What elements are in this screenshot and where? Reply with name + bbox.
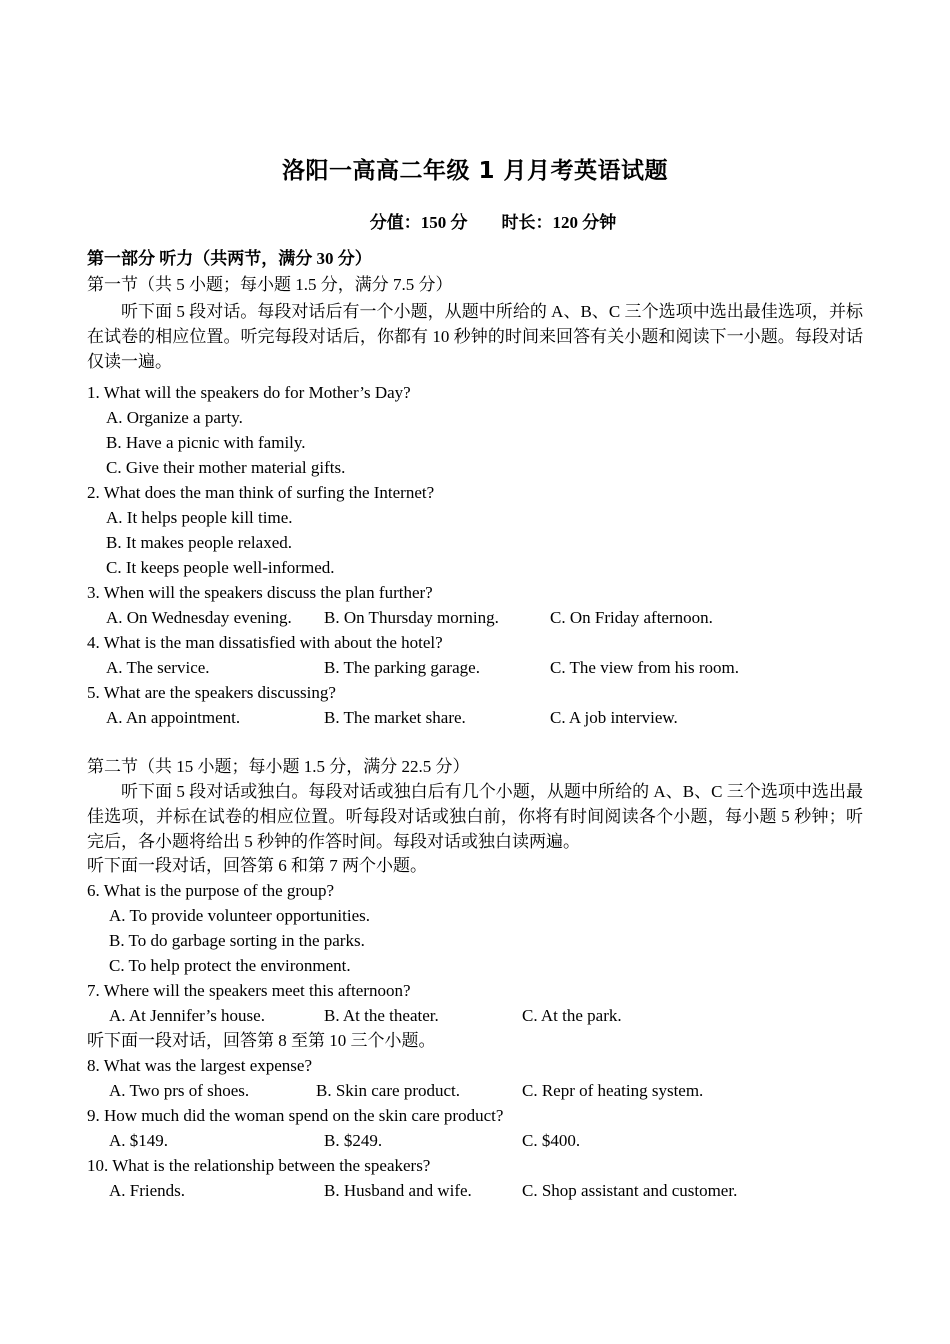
option-7a: A. At Jennifer’s house. (109, 1006, 265, 1025)
option-6c: C. To help protect the environment. (109, 956, 351, 975)
question-7: 7. Where will the speakers meet this afternoon? (87, 981, 411, 1000)
score-time-info: 分值：150 分 时长：120 分钟 (369, 213, 617, 232)
question-10: 10. What is the relationship between the speakers? (87, 1156, 431, 1175)
option-5c: C. A job interview. (550, 708, 678, 727)
question-8: 8. What was the largest expense? (87, 1056, 313, 1075)
section2-heading: 第二节（共 15 小题；每小题 1.5 分，满分 22.5 分） (87, 757, 470, 776)
option-8b: B. Skin care product. (316, 1081, 460, 1100)
option-9c: C. $400. (522, 1131, 581, 1150)
option-4a: A. The service. (106, 658, 210, 677)
page-title: 洛阳一高高二年级 1 月月考英语试题 (281, 158, 669, 184)
question-3: 3. When will the speakers discuss the plan further? (87, 583, 433, 602)
option-9a: A. $149. (109, 1131, 169, 1150)
option-7c: C. At the park. (522, 1006, 622, 1025)
option-1a: A. Organize a party. (106, 408, 243, 427)
option-4b: B. The parking garage. (324, 658, 480, 677)
option-3a: A. On Wednesday evening. (106, 608, 292, 627)
option-7b: B. At the theater. (324, 1006, 439, 1025)
question-6: 6. What is the purpose of the group? (87, 881, 335, 900)
part1-heading: 第一部分 听力（共两节，满分 30 分） (87, 249, 372, 268)
group1-prompt: 听下面一段对话，回答第 6 和第 7 两个小题。 (87, 856, 427, 875)
option-8c: C. Repr of heating system. (522, 1081, 704, 1100)
option-3b: B. On Thursday morning. (324, 608, 499, 627)
option-10b: B. Husband and wife. (324, 1181, 472, 1200)
option-2a: A. It helps people kill time. (106, 508, 293, 527)
question-9: 9. How much did the woman spend on the skin care product? (87, 1106, 504, 1125)
section1-instructions: 听下面 5 段对话。每段对话后有一个小题，从题中所给的 A、B、C 三个选项中选出最佳选项，并标在试卷的相应位置。听完每段对话后，你都有 10 秒钟的时间来回答有关小题和阅读下一小题。每段对话仅读一遍。 (87, 302, 863, 371)
option-2c: C. It keeps people well-informed. (106, 558, 335, 577)
section2-instructions: 听下面 5 段对话或独白。每段对话或独白后有几个小题，从题中所给的 A、B、C 三个选项中选出最佳选项，并标在试卷的相应位置。听每段对话或独白前，你将有时间阅读各个小题，每小题 5 秒钟；听完后，各小题将给出 5 秒钟的作答时间。每段对话或独白读两遍。 (87, 782, 863, 851)
section1-heading: 第一节（共 5 小题；每小题 1.5 分，满分 7.5 分） (87, 275, 453, 294)
option-9b: B. $249. (324, 1131, 383, 1150)
group2-prompt: 听下面一段对话，回答第 8 至第 10 三个小题。 (87, 1031, 436, 1050)
option-1b: B. Have a picnic with family. (106, 433, 306, 452)
question-4: 4. What is the man dissatisfied with about the hotel? (87, 633, 443, 652)
question-5: 5. What are the speakers discussing? (87, 683, 336, 702)
option-5a: A. An appointment. (106, 708, 241, 727)
option-3c: C. On Friday afternoon. (550, 608, 713, 627)
option-6b: B. To do garbage sorting in the parks. (109, 931, 365, 950)
option-2b: B. It makes people relaxed. (106, 533, 292, 552)
option-10c: C. Shop assistant and customer. (522, 1181, 738, 1200)
question-2: 2. What does the man think of surfing the Internet? (87, 483, 435, 502)
option-10a: A. Friends. (109, 1181, 186, 1200)
option-6a: A. To provide volunteer opportunities. (109, 906, 371, 925)
option-1c: C. Give their mother material gifts. (106, 458, 346, 477)
option-8a: A. Two prs of shoes. (109, 1081, 250, 1100)
question-1: 1. What will the speakers do for Mother’s Day? (87, 383, 411, 402)
option-5b: B. The market share. (324, 708, 466, 727)
option-4c: C. The view from his room. (550, 658, 740, 677)
